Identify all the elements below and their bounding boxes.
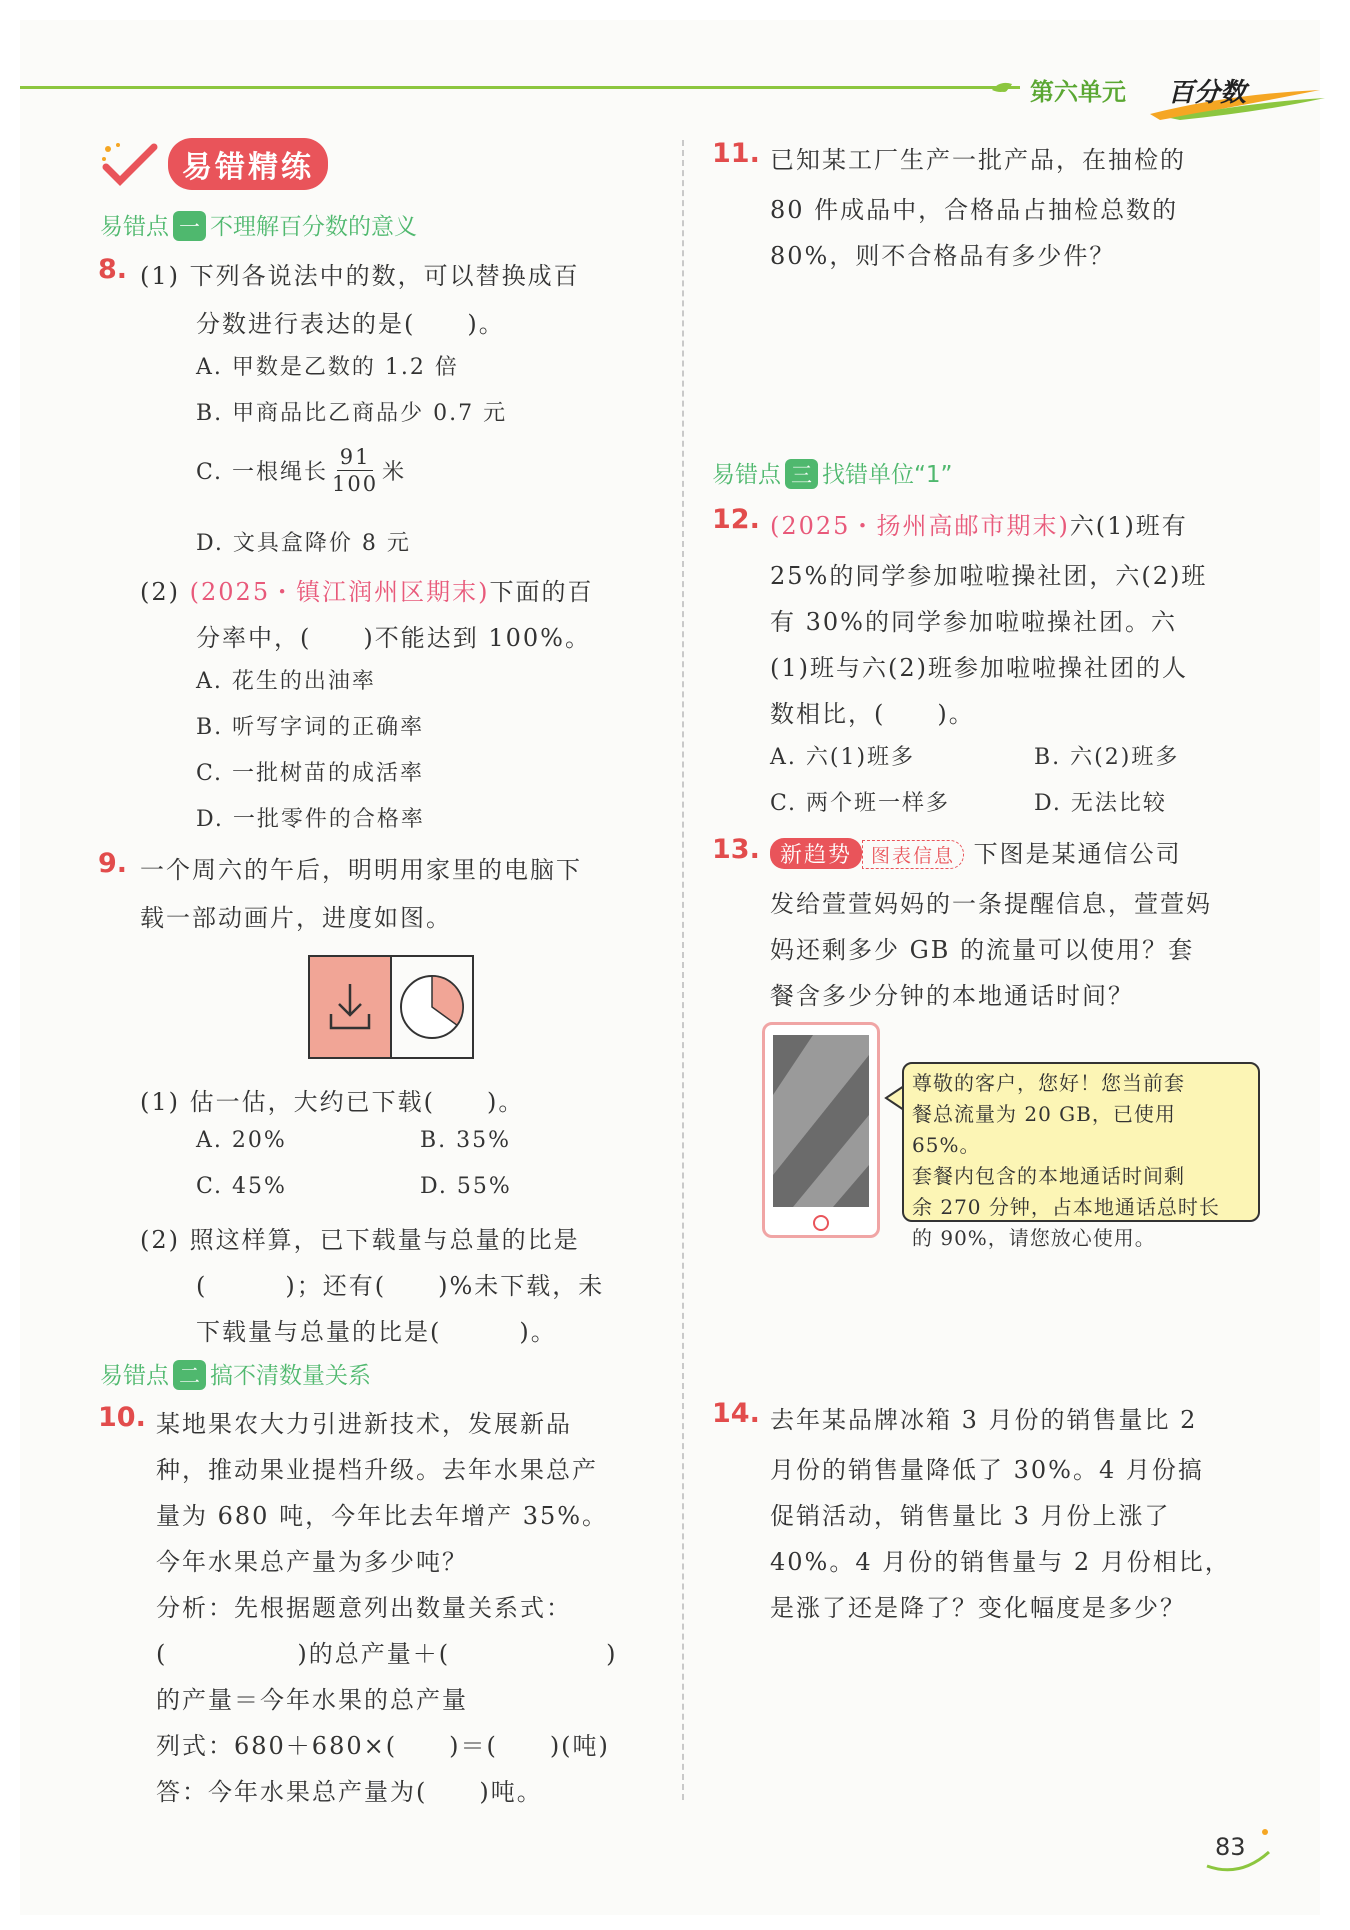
chart-info-tag: 图表信息 bbox=[862, 840, 964, 869]
q13-line3: 妈还剩多少 GB 的流量可以使用？套 bbox=[770, 936, 1195, 964]
question-source: (2025・扬州高邮市期末) bbox=[770, 512, 1070, 540]
q12-line1 bbox=[770, 506, 1188, 541]
q13-line2: 发给萱萱妈妈的一条提醒信息，萱萱妈 bbox=[770, 890, 1212, 918]
error-point-1 bbox=[100, 208, 417, 241]
q11-line3: 80%，则不合格品有多少件？ bbox=[770, 242, 1116, 270]
q8-option-a: A. 甲数是乙数的 1.2 倍 bbox=[196, 355, 459, 380]
q8-option-c bbox=[196, 444, 406, 497]
section-title bbox=[100, 138, 328, 190]
leaf-icon bbox=[990, 80, 1016, 100]
q10-answer: 答：今年水果总产量为( )吨。 bbox=[156, 1778, 543, 1806]
error-point-number: 二 bbox=[173, 1360, 206, 1390]
download-panel bbox=[310, 957, 392, 1057]
q10-line2: 种，推动果业提档升级。去年水果总产 bbox=[156, 1456, 598, 1484]
q8-part2-option-a: A. 花生的出油率 bbox=[196, 669, 376, 694]
q8-option-c-text: C. 一根绳长 bbox=[196, 460, 329, 485]
q8-part2-text: 下面的百 bbox=[489, 578, 594, 606]
fraction bbox=[332, 444, 378, 497]
message-line: 余 270 分钟，占本地通话总时长 bbox=[912, 1195, 1220, 1219]
question-number: 8. bbox=[98, 254, 128, 285]
checkmark-icon bbox=[100, 141, 160, 187]
error-point-prefix: 易错点 bbox=[100, 1363, 169, 1389]
q8-option-b: B. 甲商品比乙商品少 0.7 元 bbox=[196, 401, 508, 426]
message-line: 尊敬的客户，您好！您当前套 bbox=[912, 1071, 1185, 1095]
progress-pie-icon bbox=[397, 972, 467, 1042]
error-point-number: 一 bbox=[173, 211, 206, 241]
chapter-title: 百分数 bbox=[1168, 78, 1247, 108]
q9-part2-line2: ( )；还有( )%未下载，未 bbox=[196, 1272, 605, 1300]
error-point-text: 找错单位“1” bbox=[822, 462, 953, 488]
q8-option-d: D. 文具盒降价 8 元 bbox=[196, 531, 411, 556]
download-icon bbox=[325, 980, 375, 1034]
fraction-numerator: 91 bbox=[337, 444, 374, 471]
fraction-denominator: 100 bbox=[332, 472, 379, 496]
error-point-number: 三 bbox=[785, 459, 818, 489]
q8-part2-line2: 分率中，( )不能达到 100%。 bbox=[196, 624, 591, 652]
question-number: 10. bbox=[98, 1402, 146, 1433]
q12-line5: 数相比，( )。 bbox=[770, 700, 975, 728]
message-line: 的 90%，请您放心使用。 bbox=[912, 1226, 1156, 1250]
q9-line2: 载一部动画片，进度如图。 bbox=[140, 904, 452, 932]
home-button-icon bbox=[813, 1215, 829, 1231]
q11-line2: 80 件成品中，合格品占抽检总数的 bbox=[770, 196, 1179, 224]
error-point-text: 不理解百分数的意义 bbox=[210, 214, 417, 240]
column-divider bbox=[682, 140, 684, 1800]
question-number: 13. bbox=[712, 834, 760, 865]
q8-part1-line1: (1) 下列各说法中的数，可以替换成百 bbox=[140, 262, 580, 290]
q8-part2-option-b: B. 听写字词的正确率 bbox=[196, 715, 425, 740]
page-number: 83 bbox=[1215, 1833, 1246, 1861]
progress-pie-panel bbox=[392, 957, 472, 1057]
screen-glare-decoration bbox=[773, 1035, 869, 1207]
question-source: (2025・镇江润州区期末) bbox=[189, 578, 490, 606]
q10-line4: 今年水果总产量为多少吨？ bbox=[156, 1548, 468, 1576]
q9-part1: (1) 估一估，大约已下载( )。 bbox=[140, 1088, 525, 1116]
message-line: 餐总流量为 20 GB，已使用 65%。 bbox=[912, 1102, 1176, 1157]
q8-part2-option-d: D. 一批零件的合格率 bbox=[196, 807, 425, 832]
question-number: 14. bbox=[712, 1398, 760, 1429]
phone-illustration bbox=[762, 1022, 880, 1238]
q9-option-d: D. 55% bbox=[420, 1174, 512, 1199]
error-point-2 bbox=[100, 1357, 371, 1390]
q9-option-a: A. 20% bbox=[196, 1128, 287, 1153]
q14-line1: 去年某品牌冰箱 3 月份的销售量比 2 bbox=[770, 1406, 1198, 1434]
q8-option-c-unit: 米 bbox=[382, 460, 407, 485]
q12-line1-text: 六(1)班有 bbox=[1069, 512, 1188, 540]
error-point-prefix: 易错点 bbox=[712, 462, 781, 488]
q8-part2-line1 bbox=[140, 572, 593, 607]
q12-line3: 有 30%的同学参加啦啦操社团。六 bbox=[770, 608, 1177, 636]
q8-part1-line2: 分数进行表达的是( )。 bbox=[196, 310, 505, 338]
header-rule bbox=[20, 86, 1020, 89]
q10-equation: 列式：680＋680×( )＝( )(吨) bbox=[156, 1732, 610, 1760]
q10-relation-line2: 的产量＝今年水果的总产量 bbox=[156, 1686, 468, 1714]
q12-option-b: B. 六(2)班多 bbox=[1034, 745, 1180, 770]
q9-option-b: B. 35% bbox=[420, 1128, 512, 1153]
question-number: 11. bbox=[712, 138, 760, 169]
message-line: 套餐内包含的本地通话时间剩 bbox=[912, 1164, 1185, 1188]
unit-label: 第六单元 bbox=[1030, 78, 1126, 106]
error-point-text: 搞不清数量关系 bbox=[210, 1363, 371, 1389]
q10-line3: 量为 680 吨，今年比去年增产 35%。 bbox=[156, 1502, 609, 1530]
q12-option-d: D. 无法比较 bbox=[1034, 791, 1167, 816]
q9-line1: 一个周六的午后，明明用家里的电脑下 bbox=[140, 856, 582, 884]
q14-line2: 月份的销售量降低了 30%。4 月份搞 bbox=[770, 1456, 1204, 1484]
section-title-text: 易错精练 bbox=[168, 138, 328, 190]
q9-part2-line1: (2) 照这样算，已下载量与总量的比是 bbox=[140, 1226, 580, 1254]
q10-relation-line1: ( )的总产量＋( ) bbox=[156, 1640, 618, 1668]
error-point-3 bbox=[712, 456, 952, 489]
error-point-prefix: 易错点 bbox=[100, 214, 169, 240]
q8-part2-label: (2) bbox=[140, 578, 180, 606]
question-number: 9. bbox=[98, 848, 128, 879]
phone-screen bbox=[773, 1035, 869, 1207]
q12-line4: (1)班与六(2)班参加啦啦操社团的人 bbox=[770, 654, 1188, 682]
q9-option-c: C. 45% bbox=[196, 1174, 287, 1199]
q11-line1: 已知某工厂生产一批产品，在抽检的 bbox=[770, 146, 1186, 174]
q12-line2: 25%的同学参加啦啦操社团，六(2)班 bbox=[770, 562, 1208, 590]
download-progress-figure bbox=[308, 955, 474, 1059]
q13-line1 bbox=[770, 834, 1182, 869]
q8-part2-option-c: C. 一批树苗的成活率 bbox=[196, 761, 425, 786]
q13-line1-text: 下图是某通信公司 bbox=[973, 840, 1182, 868]
q14-line3: 促销活动，销售量比 3 月份上涨了 bbox=[770, 1502, 1171, 1530]
q9-part2-line3: 下载量与总量的比是( )。 bbox=[196, 1318, 557, 1346]
question-number: 12. bbox=[712, 504, 760, 535]
q13-line4: 餐含多少分钟的本地通话时间？ bbox=[770, 982, 1134, 1010]
q12-option-c: C. 两个班一样多 bbox=[770, 791, 951, 816]
trend-tag: 新趋势 bbox=[770, 838, 862, 869]
q10-analysis: 分析：先根据题意列出数量关系式： bbox=[156, 1594, 572, 1622]
q14-line4: 40%。4 月份的销售量与 2 月份相比， bbox=[770, 1548, 1231, 1576]
q10-line1: 某地果农大力引进新技术，发展新品 bbox=[156, 1410, 572, 1438]
q14-line5: 是涨了还是降了？变化幅度是多少？ bbox=[770, 1594, 1186, 1622]
message-bubble bbox=[902, 1062, 1260, 1250]
q12-option-a: A. 六(1)班多 bbox=[770, 745, 916, 770]
